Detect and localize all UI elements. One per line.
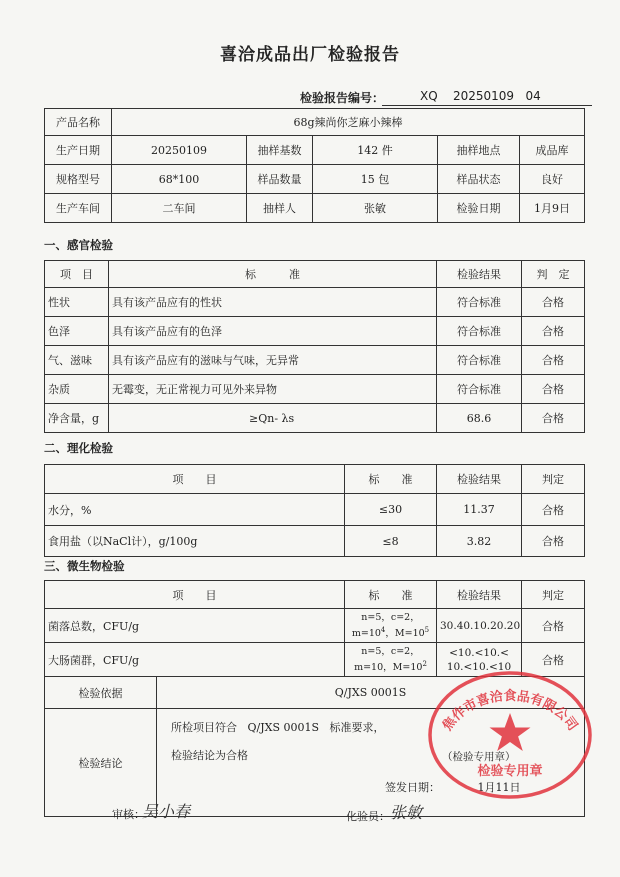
header-item: 项 目 <box>45 465 345 494</box>
micro-heading: 三、微生物检验 <box>44 559 125 573</box>
inspector-label: 化验员： <box>346 810 390 823</box>
physchem-table <box>44 464 585 557</box>
workshop: 二车间 <box>112 194 247 223</box>
header-judge: 判 定 <box>522 261 585 288</box>
sample-place-label: 抽样地点 <box>438 136 520 165</box>
seal-subtext: 检验专用章 <box>477 764 543 779</box>
header-judge: 判定 <box>522 581 585 609</box>
reviewer-signature: 吴小春 <box>142 802 191 821</box>
table-row: 杂质 无霉变，无正常视力可见外来异物 符合标准 合格 <box>45 375 585 404</box>
report-number <box>300 89 541 106</box>
sample-qty: 15 包 <box>313 165 438 194</box>
table-row: 气、滋味 具有该产品应有的滋味与气味，无异常 符合标准 合格 <box>45 346 585 375</box>
table-row: 色泽 具有该产品应有的色泽 符合标准 合格 <box>45 317 585 346</box>
table-row: 大肠菌群，CFU/g n=5，c=2， m=10，$M=10^2$ <10.<10.< 10.<10.<10 合格 <box>45 643 585 677</box>
report-number-label: 检验报告编号： <box>300 91 385 105</box>
sample-place: 成品库 <box>520 136 585 165</box>
inspector-signature: 张敏 <box>390 803 423 822</box>
sample-base-label: 抽样基数 <box>247 136 313 165</box>
report-number-value: XQ 20250109 04 <box>420 89 541 103</box>
prod-date-label: 生产日期 <box>45 136 112 165</box>
table-row: 净含量，g ≥Qn- λs 68.6 合格 <box>45 404 585 433</box>
table-row: 性状 具有该产品应有的性状 符合标准 合格 <box>45 288 585 317</box>
sensory-table <box>44 260 585 433</box>
inspect-date: 1月9日 <box>520 194 585 223</box>
seal-note: （检验专用章） <box>442 751 516 763</box>
sample-base: 142 件 <box>313 136 438 165</box>
basis-label: 检验依据 <box>45 677 157 709</box>
info-table <box>44 108 585 223</box>
sample-state-label: 样品状态 <box>438 165 520 194</box>
issue-date-label: 签发日期： <box>385 781 440 794</box>
report-title: 喜洽成品出厂检验报告 <box>220 45 400 65</box>
reviewer-label: 审核： <box>112 808 145 821</box>
report-number-underline <box>382 105 592 106</box>
seal-text: 焦作市喜洽食品有限公司 <box>440 689 580 734</box>
workshop-label: 生产车间 <box>45 194 112 223</box>
seal-star-icon <box>490 713 531 751</box>
micro-table <box>44 580 585 677</box>
header-standard: 标 准 <box>345 581 437 609</box>
sample-state: 良好 <box>520 165 585 194</box>
company-seal <box>425 665 595 800</box>
header-item: 项 目 <box>45 261 109 288</box>
physchem-heading: 二、理化检验 <box>44 441 113 455</box>
conclusion-body: 所检项目符合 Q/JXS 0001S 标准要求， 检验结论为合格 （检验专用章） 签发日期： 1月11日 <box>157 709 585 817</box>
header-item: 项 目 <box>45 581 345 609</box>
spec: 68*100 <box>112 165 247 194</box>
header-standard: 标 准 <box>345 465 437 494</box>
spec-label: 规格型号 <box>45 165 112 194</box>
table-row: 菌落总数，CFU/g n=5，c=2， $m=10^4$，$M=10^5$ 30.40.10.20.20 合格 <box>45 609 585 643</box>
inspect-date-label: 检验日期 <box>438 194 520 223</box>
table-row: 食用盐（以NaCl计），g/100g ≤8 3.82 合格 <box>45 526 585 557</box>
header-result: 检验结果 <box>437 581 522 609</box>
table-row: 水分，% ≤30 11.37 合格 <box>45 494 585 526</box>
header-result: 检验结果 <box>437 261 522 288</box>
sample-qty-label: 样品数量 <box>247 165 313 194</box>
sensory-heading: 一、感官检验 <box>44 238 113 252</box>
issue-date: 1月11日 <box>477 781 521 794</box>
header-result: 检验结果 <box>437 465 522 494</box>
basis-value: Q/JXS 0001S <box>157 677 585 709</box>
conclusion-label: 检验结论 <box>45 709 157 817</box>
product-name-label: 产品名称 <box>45 109 112 136</box>
sampler-label: 抽样人 <box>247 194 313 223</box>
header-judge: 判定 <box>522 465 585 494</box>
product-name: 68g辣尚你芝麻小辣棒 <box>112 109 585 136</box>
sampler: 张敏 <box>313 194 438 223</box>
prod-date: 20250109 <box>112 136 247 165</box>
header-standard: 标 准 <box>109 261 437 288</box>
